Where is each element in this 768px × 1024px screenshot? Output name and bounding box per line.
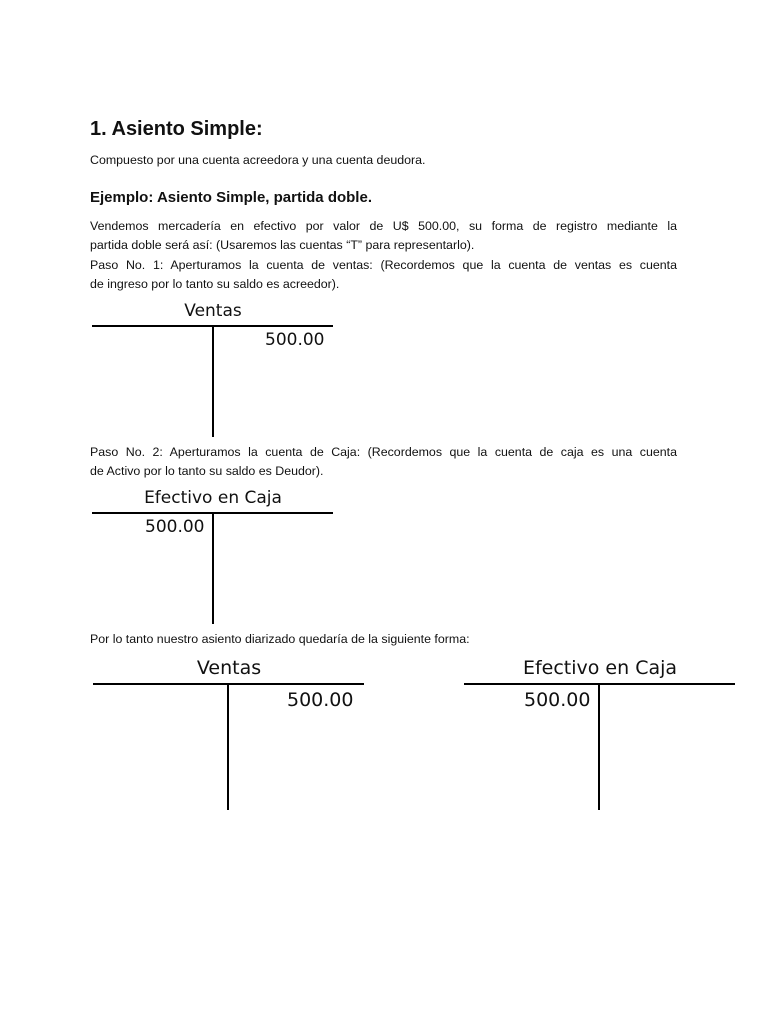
intro-line-2: partida doble será así: (Usaremos las cuentas “T” para representarlo). [90, 238, 475, 252]
step2-line-1: Paso No. 2: Aperturamos la cuenta de Caja: (Recordemos que la cuenta de caja es una cuenta [90, 445, 677, 459]
t-account-title: Ventas [184, 301, 242, 321]
t-account-credit-value: 500.00 [265, 330, 325, 350]
t-account-vertical-line [598, 683, 600, 810]
step1-line-2: de ingreso por lo tanto su saldo es acreedor). [90, 277, 340, 291]
t-account-debit-value: 500.00 [145, 517, 205, 537]
conclusion-text: Por lo tanto nuestro asiento diarizado quedaría de la siguiente forma: [90, 632, 470, 646]
t-account-credit-value: 500.00 [287, 689, 354, 711]
t-account-title: Efectivo en Caja [522, 657, 678, 679]
t-account-title: Ventas [196, 657, 262, 679]
section-title: 1. Asiento Simple: [90, 118, 263, 140]
t-account-debit-value: 500.00 [524, 689, 591, 711]
step2-line-2: de Activo por lo tanto su saldo es Deudor). [90, 464, 324, 478]
t-account-title: Efectivo en Caja [144, 488, 282, 508]
t-account-vertical-line [212, 512, 214, 624]
section-description: Compuesto por una cuenta acreedora y una cuenta deudora. [90, 153, 426, 167]
step1-line-1: Paso No. 1: Aperturamos la cuenta de ventas: (Recordemos que la cuenta de ventas es cuenta [90, 258, 677, 272]
example-heading: Ejemplo: Asiento Simple, partida doble. [90, 189, 372, 206]
intro-line-1: Vendemos mercadería en efectivo por valor de U$ 500.00, su forma de registro mediante la [90, 219, 677, 233]
t-account-vertical-line [227, 683, 229, 810]
t-account-vertical-line [212, 325, 214, 437]
